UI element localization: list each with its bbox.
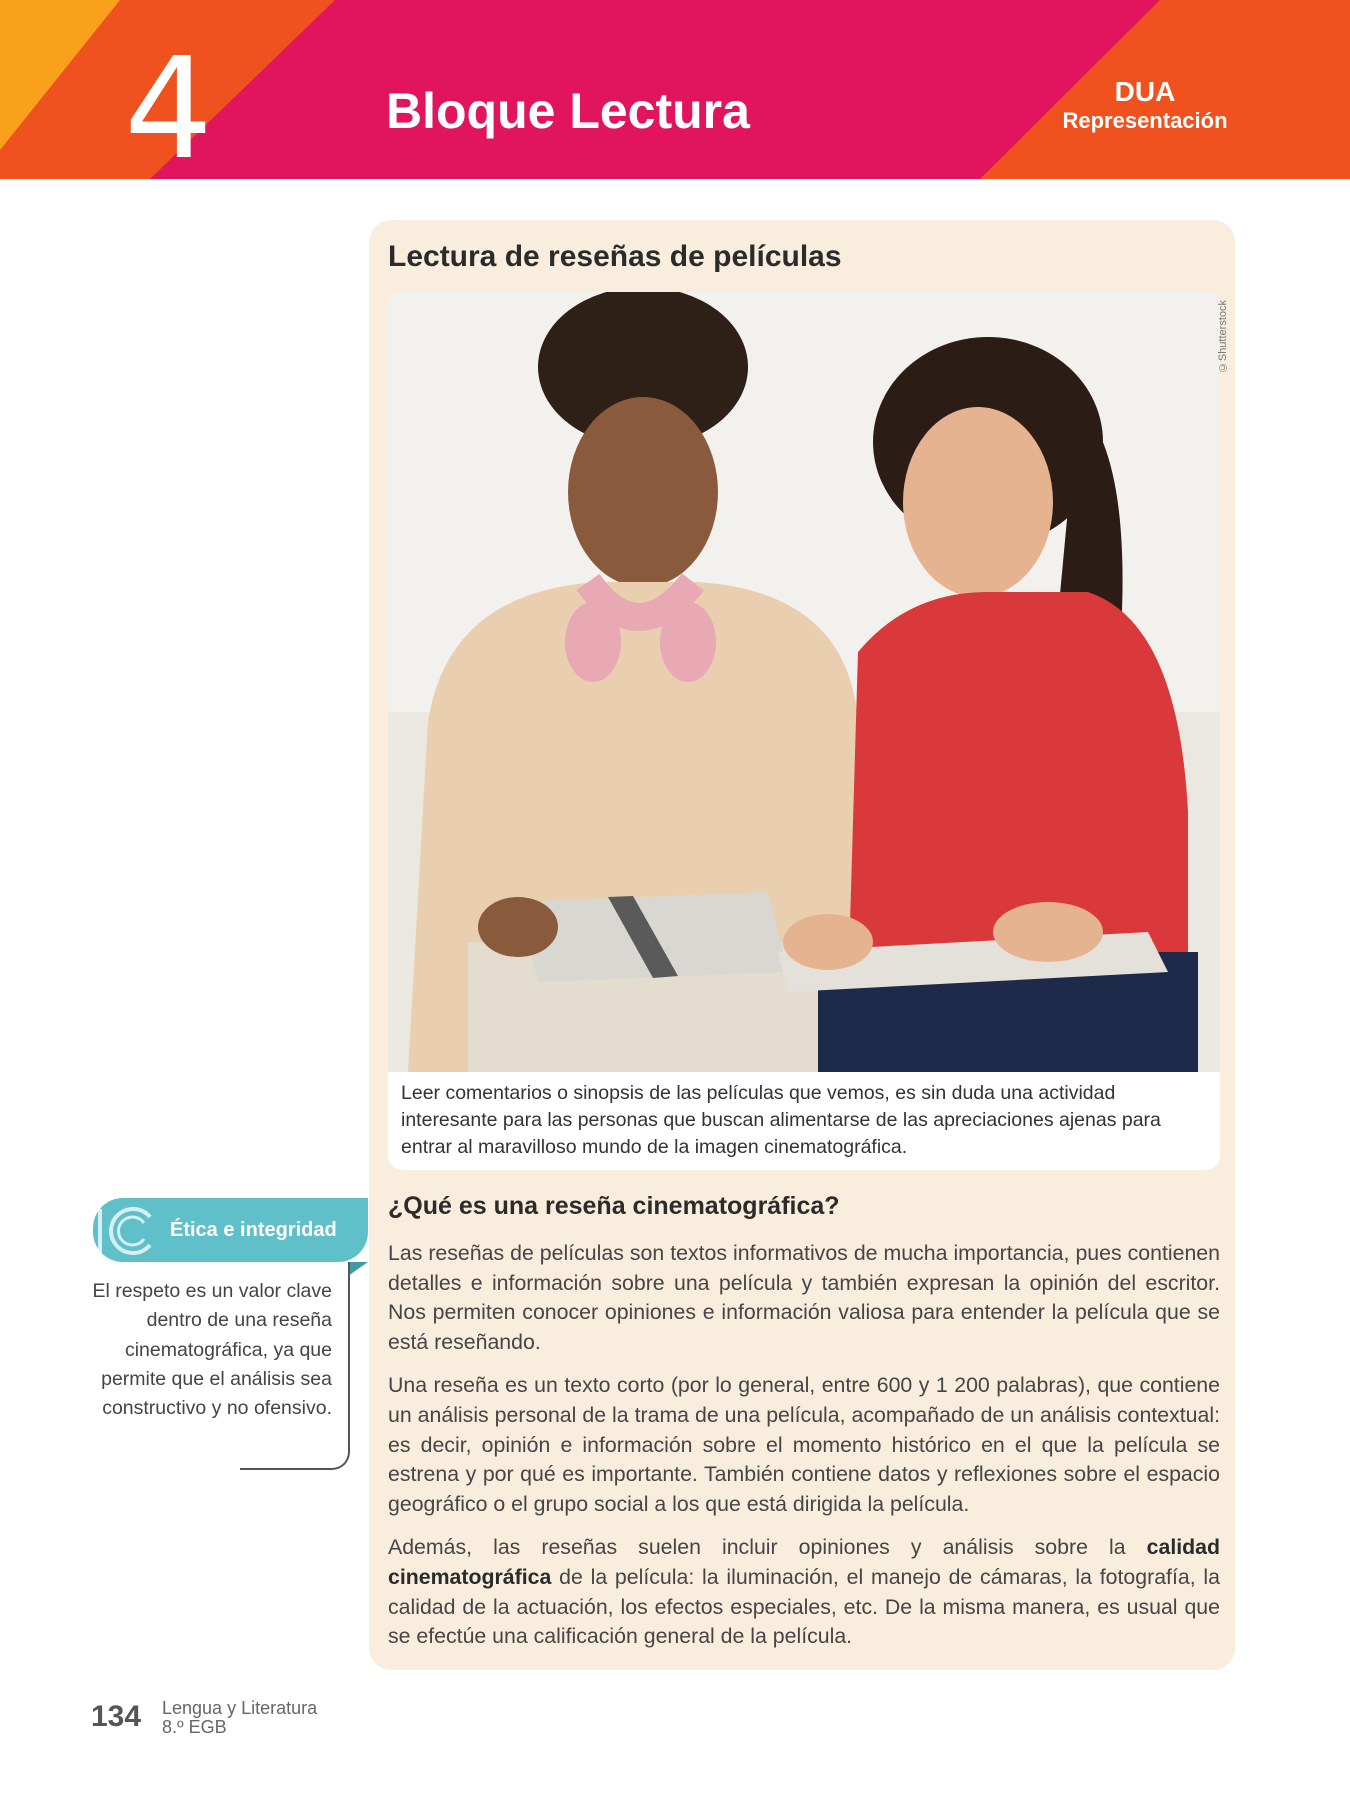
subject-name: Lengua y Literatura bbox=[162, 1698, 318, 1718]
side-note-notch bbox=[348, 1262, 368, 1276]
photo-caption: Leer comentarios o sinopsis de las películas que vemos, es sin duda una actividad interesante para las personas que buscan alimentarse de las apreciaciones ajenas para entrar al maravilloso mundo de la imagen cinematográfica. bbox=[401, 1082, 1161, 1158]
paragraph-3-end: de la película: la iluminación, el manejo de cámaras, la fotografía, la calidad de la actuación, los efectos especiales, etc. De la misma manera, es usual que se efectúe una calificación general de la película. bbox=[388, 1564, 1220, 1649]
card-title: Lectura de reseñas de películas bbox=[388, 240, 842, 273]
paragraph-1: Las reseñas de películas son textos informativos de mucha importancia, pues contienen detalles e información sobre una película y también expresan la opinión del escritor. Nos permiten conocer opiniones e información valiosa para entender la película que se está reseñando. bbox=[388, 1241, 1220, 1354]
dua-label-group bbox=[1030, 76, 1260, 134]
paragraph-3-bold: calidad cinematográfica bbox=[388, 1535, 1221, 1589]
body-text bbox=[388, 1239, 1220, 1666]
grade-level: 8.º EGB bbox=[162, 1717, 227, 1737]
block-title: Bloque Lectura bbox=[386, 83, 750, 139]
footer-subject bbox=[162, 1699, 317, 1737]
unit-number: 4 bbox=[124, 28, 214, 191]
paragraph-2: Una reseña es un texto corto (por lo general, entre 600 y 1 200 palabras), que contiene un análisis personal de la trama de una película, acompañado de un análisis contextual: es decir, opinión e información sobre el momento histórico en el que la película se estrena y por qué es importante. También contiene datos y reflexiones sobre el espacio geográfico o el grupo social a los que está dirigida la película. bbox=[388, 1373, 1220, 1516]
dua-sublabel: Representación bbox=[1062, 108, 1228, 133]
dua-label: DUA bbox=[1114, 76, 1176, 107]
section-title: ¿Qué es una reseña cinematográfica? bbox=[388, 1192, 840, 1220]
page-number: 134 bbox=[91, 1700, 142, 1733]
side-note-title: Ética e integridad bbox=[170, 1219, 337, 1241]
paragraph-3 bbox=[388, 1533, 1220, 1651]
paragraph-3-start: Además, las reseñas suelen incluir opiniones y análisis sobre la bbox=[388, 1535, 1126, 1560]
ic-icon bbox=[92, 1203, 162, 1259]
girls-reading-photo bbox=[388, 292, 1220, 1072]
photo-frame bbox=[388, 292, 1220, 1170]
page-header bbox=[0, 0, 1350, 191]
photo-credit: ©Shutterstock bbox=[1217, 300, 1229, 374]
side-note-text: El respeto es un valor clave dentro de una reseña cinematográfica, ya que permite que el análisis sea constructivo y no ofensivo. bbox=[92, 1280, 332, 1420]
